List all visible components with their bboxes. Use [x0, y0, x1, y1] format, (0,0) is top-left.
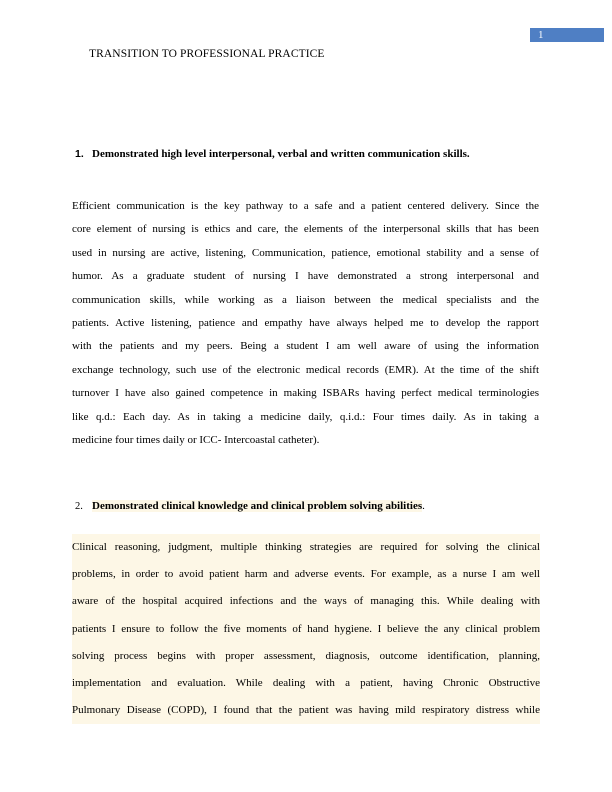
section-1-number: 1.: [75, 148, 84, 160]
paragraph-line: Efficient communication is the key pathway to a safe and a patient centered delivery. Since the: [72, 200, 539, 212]
section-1-title: Demonstrated high level interpersonal, verbal and written communication skills.: [92, 148, 470, 160]
paragraph-line: implementation and evaluation. While dealing with a patient, having Chronic Obstructive: [72, 670, 540, 697]
paragraph-line: patients. Active listening, patience and empathy have always helped me to develop the rapport: [72, 316, 539, 329]
section-2-title-period: .: [422, 500, 425, 512]
paragraph-line: like q.d.: Each day. As in taking a medicine daily, q.i.d.: Four times daily. As in taking a: [72, 410, 539, 423]
section-2-number: 2.: [75, 501, 83, 512]
paragraph-line: Pulmonary Disease (COPD), I found that the patient was having mild respiratory distress while: [72, 697, 540, 724]
paragraph-line: solving process begins with proper assessment, diagnosis, outcome identification, planning,: [72, 643, 540, 670]
section-2-title: Demonstrated clinical knowledge and clinical problem solving abilities: [92, 500, 423, 512]
paragraph-line: aware of the hospital acquired infections and the ways of managing this. While dealing with: [72, 588, 540, 615]
section-2-heading: [75, 500, 425, 512]
running-head: TRANSITION TO PROFESSIONAL PRACTICE: [89, 48, 325, 60]
paragraph-line: humor. As a graduate student of nursing I have demonstrated a strong interpersonal and: [72, 270, 539, 283]
paragraph-line: with the patients and my peers. Being a student I am well aware of using the information: [72, 340, 539, 353]
paragraph-line: communication skills, while working as a liaison between the medical specialists and the: [72, 293, 539, 306]
section-1-paragraph: [72, 195, 539, 452]
section-1-heading: [75, 148, 470, 160]
paragraph-line: exchange technology, such use of the electronic medical records (EMR). At the time of the shift: [72, 363, 539, 376]
section-2-paragraph: [72, 534, 540, 724]
paragraph-line: core element of nursing is ethics and care, the elements of the interpersonal skills that has been: [72, 223, 539, 236]
paragraph-line: used in nursing are active, listening, Communication, patience, emotional stability and a sense of: [72, 246, 539, 259]
paragraph-line: Clinical reasoning, judgment, multiple thinking strategies are required for solving the clinical: [72, 534, 540, 561]
paragraph-line: turnover I have also gained competence in making ISBARs having perfect medical terminologies: [72, 387, 539, 400]
page-number: 1: [530, 28, 604, 42]
paragraph-line: patients I ensure to follow the five moments of hand hygiene. I believe the any clinical problem: [72, 616, 540, 643]
paragraph-line: problems, in order to avoid patient harm and adverse events. For example, as a nurse I am well: [72, 561, 540, 588]
paragraph-line: medicine four times daily or ICC- Intercoastal catheter).: [72, 433, 320, 446]
